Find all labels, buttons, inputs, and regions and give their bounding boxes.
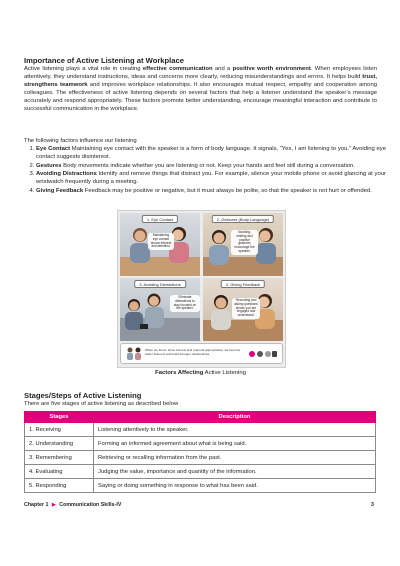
stage-cell: 3. Remembering bbox=[25, 451, 94, 465]
list-item bbox=[36, 187, 386, 195]
panel-eye-contact bbox=[120, 213, 200, 276]
importance-paragraph bbox=[24, 65, 377, 114]
panel-title: 3. Avoiding Distractions bbox=[134, 280, 186, 288]
description-cell: Forming an informed agreement about what is being said. bbox=[94, 437, 376, 451]
paragraph-runs bbox=[24, 66, 377, 112]
list-item bbox=[36, 145, 386, 161]
factor-text: Body movements indicate whether you are listening or not. Keep your hands and feet still during a conversation. bbox=[61, 162, 355, 169]
header-stages: Stages bbox=[25, 412, 94, 423]
panel-giving-feedback bbox=[203, 278, 283, 341]
list-item bbox=[36, 170, 386, 186]
page-footer bbox=[24, 502, 377, 508]
chevron-right-icon: ▶ bbox=[51, 502, 56, 508]
emphasis-text: effective communication bbox=[142, 66, 213, 72]
body-text: Active listening plays a vital role in creating bbox=[24, 66, 143, 72]
caption-bold: Factors Affecting bbox=[155, 370, 204, 376]
stage-cell: 1. Receiving bbox=[25, 423, 94, 437]
caption-rest: Active Listening bbox=[203, 370, 246, 376]
panel-gestures bbox=[203, 213, 283, 276]
description-cell: Saying or doing something in response to what has been said. bbox=[94, 479, 376, 493]
table-row bbox=[25, 437, 376, 451]
description-cell: Listening attentively to the speaker. bbox=[94, 423, 376, 437]
footer-title: Communication Skills-IV bbox=[59, 502, 122, 508]
stage-cell: 5. Responding bbox=[25, 479, 94, 493]
panel-title: 4. Giving Feedback bbox=[221, 280, 265, 288]
section-heading-stages: Stages/Steps of Active Listening bbox=[24, 391, 142, 400]
factors-list bbox=[24, 145, 386, 196]
description-cell: Retrieving or recalling information from the past. bbox=[94, 451, 376, 465]
panel-avoiding-distractions bbox=[120, 278, 200, 341]
stages-table bbox=[24, 411, 376, 493]
panel-title: 2. Gestures (Body Language) bbox=[212, 215, 274, 223]
description-cell: Judging the value, importance and quantity of the information. bbox=[94, 465, 376, 479]
stage-cell: 2. Understanding bbox=[25, 437, 94, 451]
table-row bbox=[25, 465, 376, 479]
panel-note: Maintaining eye contact shows interest and attention. bbox=[148, 233, 174, 250]
factor-text: Identify and remove things that distract you. For example, silence your mobile phone or avoid glancing at your wristwatch frequently during a meeting. bbox=[36, 171, 386, 186]
factor-text: Feedback may be positive or negative, but it must always be polite, so that the speaker is not hurt or offended. bbox=[83, 187, 372, 194]
panel-note: Nodding, smiling and positive gestures encourage the speaker. bbox=[231, 230, 258, 255]
table-header-row bbox=[25, 412, 376, 423]
panel-note: Recording and asking questions shows you are engaged and understand. bbox=[232, 298, 260, 319]
header-description: Description bbox=[94, 412, 376, 423]
footer-chapter: Chapter 1 bbox=[24, 502, 49, 508]
factor-term: Gestures bbox=[36, 162, 62, 169]
emphasis-text: trust, strengthens teamwork bbox=[24, 74, 377, 89]
figure-footer-note bbox=[120, 343, 283, 364]
body-text: and improves workplace relationships. It also encourages mutual respect, empathy and cooperation among colleagues. The effectiveness of active listening depends on several factors that help a listener understand the speaker’s message accurately and respond appropriately. These factors promote better understanding, encourage meaningful interaction and contribute to successful communication in the workplace. bbox=[24, 82, 377, 113]
page-number: 3 bbox=[371, 502, 374, 508]
figure-footer-text: When we focus, show interest and respond appropriately, we become better listeners and build stronger relationships. bbox=[145, 348, 241, 356]
stage-cell: 4. Evaluating bbox=[25, 465, 94, 479]
body-text: and a bbox=[212, 66, 233, 72]
figure-caption bbox=[24, 370, 377, 376]
panel-note: Eliminate distractions to stay focused on the speaker. bbox=[170, 295, 200, 312]
emphasis-text: positive worth environment bbox=[232, 66, 311, 72]
body-text: . When employees listen attentively, they understand instructions, ideas and concerns more clearly, reducing misunderstandings and errors. It helps build bbox=[24, 66, 377, 81]
factors-intro: The following factors influence our listening bbox=[24, 138, 137, 144]
table-row bbox=[25, 479, 376, 493]
communication-icons bbox=[248, 348, 278, 360]
page bbox=[24, 0, 386, 566]
factor-term: Avoiding Distractions bbox=[36, 171, 97, 178]
section-heading-importance: Importance of Active Listening at Workplace bbox=[24, 56, 184, 65]
factor-term: Giving Feedback bbox=[36, 187, 84, 194]
table-row bbox=[25, 451, 376, 465]
stages-intro: There are five stages of active listening as described below bbox=[24, 401, 179, 407]
people-icon bbox=[124, 344, 144, 362]
table-row bbox=[25, 423, 376, 437]
list-item bbox=[36, 162, 386, 170]
factor-text: Maintaining eye contact with the speaker is a form of body language. It signals, “Yes, I am listening to you.” Avoiding eye contact suggests disinterest. bbox=[36, 146, 386, 161]
factor-term: Eye Contact bbox=[36, 146, 71, 152]
panel-title: 1. Eye Contact bbox=[142, 215, 178, 223]
factors-figure bbox=[117, 210, 286, 368]
